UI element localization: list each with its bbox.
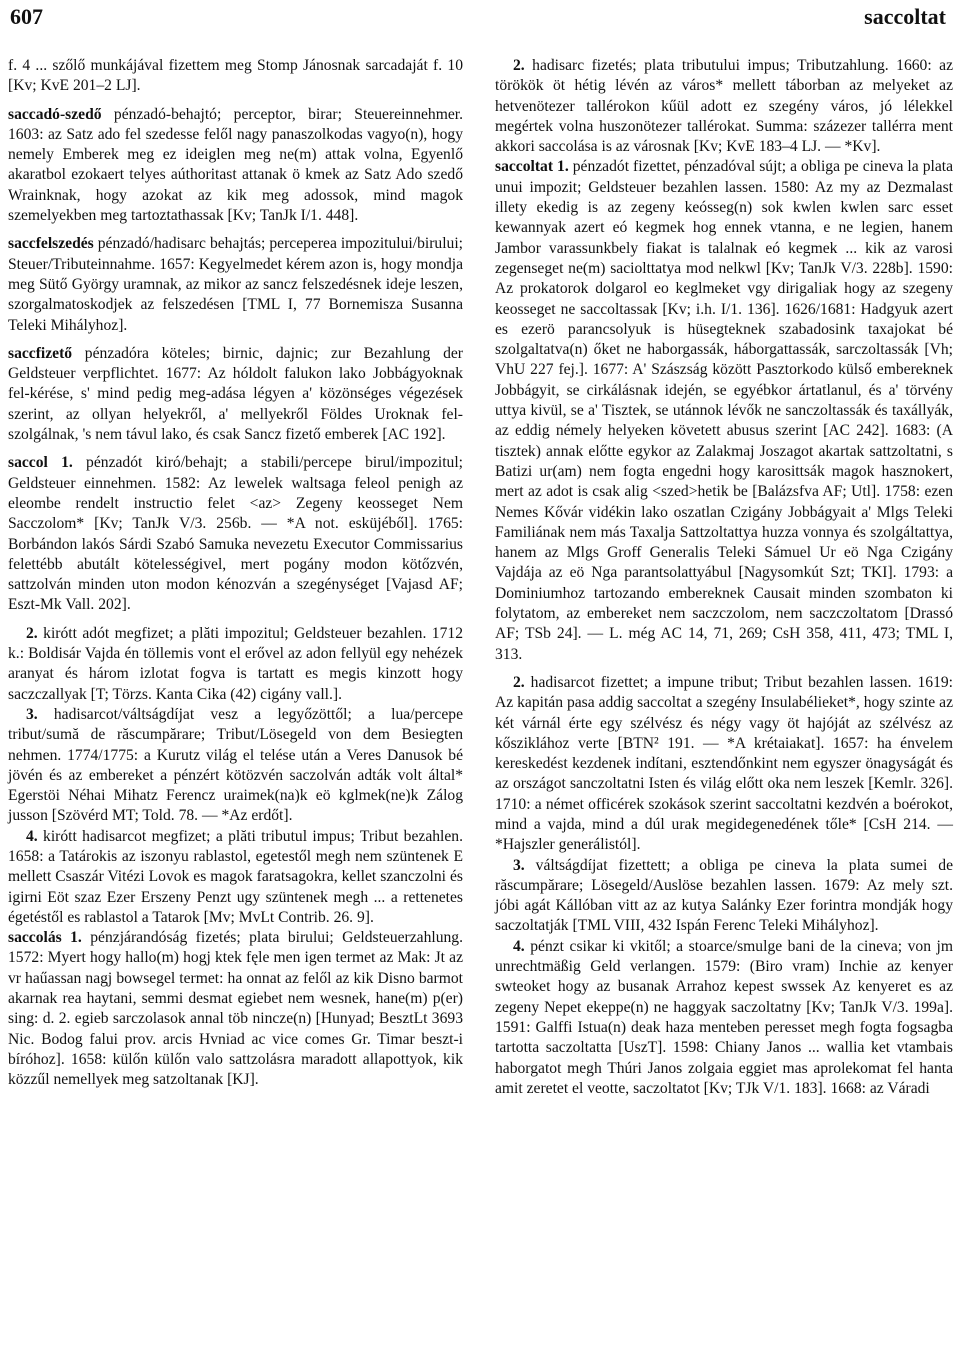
entry-headword: saccoltat 1.: [495, 158, 569, 176]
entry-text: pénzadót fizettet, pénzadóval sújt; a obliga pe cineva la plata unui impozit; Geldsteuer bezahlen lassen. 1580: Az my az Dezmalast illety ekedig is az zegeny keósseg(n) sok kwlen kwlen sarc esset kewannyak azert eó kegmek hog ennek vtanna, e ne legien, hanem Jambor varassunkbely fiakat is talalnak eó kegmek ... kik az varosi zegenseget ne(m) saciolttatya mod nelkwl [Kv; TanJk V/3. 228b]. 1590: Az prokatorok dolgarol eo keglmeket vgy dirigaliak hogy az szegeny keosseget ne saccoltassak [Kv; i.h. I/1. 136]. 1626/1681: Hadgyuk azert es ezerö parancsolyuk is hüsegteknek szabadosink taxajokat bé szolgaltatva(n) őket ne haborgassák, háborgattassák, sarczoltassák [Vh; VhU 227 fej.]. 1677: A' Szászság között Pasztorkodo külső embereknek Jobbágyit, se cirkálásnak idején, se egyébkor ártatlanul, és a' törvény uttya kivül, se a' Tisztek, se utánnok lévők ne sanczoltassák és taxállyák, az eddig némely helyeken követett abusus szerint [AC 242]. 1683: (A tisztek) annak előtte egykor az Zalakmaj Joszagot akartak sattzoltatni, s Batizi ur(am) nem fogta engedni hogy karosittsák magok hasznokert, mert az adot is csak alig <szed>hetik be [Balázsfva AF; Utl]. 1758: ezen Nemes Kővár vidékin lako oszatlan Czigány Jobbágyait a' Mlgs Teleki Familiának nem más Taxalja Sattzoltattya huzza vonnya és szolgáltattya, hanem az Mlgs Groff Generalis Teleki Sámuel Ur eö Nga Czigány Vajdája az eö Nga parantsolattyábul [Nagysomkút Szt; TKI]. 1793: a Dominiumhoz tartozando embereknek Causait minden szombaton ki folytatom, az embereket nem saczczolom, nem saczczoltatom [Drassó AF; TSb 24]. — L. még AC 14, 71, 269; CsH 358, 411, 473; TML I, 313.: [495, 158, 953, 663]
page-header: [10, 4, 946, 32]
sense-number: 3.: [513, 856, 525, 874]
entry-text: pénzt csikar ki vkitől; a stoarce/smulge bani de la cineva; von jm unrechtmäßig Geld verlangen. 1579: (Biro vram) Inchie az kenyer swteoket hogy az busanak Arrahoz kepest swssek Az kenyeret es az zegeny Nepet ekeppe(n) ne haggyak saczoltatny [Kv; TanJk V/3. 199a]. 1591: Galffi Istua(n) deak haza menteben peresset megh fogta fogsagba tartotta saczoltatta [UszT]. 1598: Chiany Janos ... wallia ket vtambais haborgatot megh Thúri Janos zolgaia eggiet mas aprolekomat fel hanta amit zeretet el veotte, saczoltatot [Kv; TJk V/1. 183]. 1668: az Váradi: [495, 937, 953, 1097]
entry-text: hadisarc fizetés; plata tributului impus; Tributzahlung. 1660: az törökök öt hétig lévén az város* mellett táborban az melyeket az hetvenötezer tallérokon kűül adott ez szegény város, jó lélekkel megértek volna huszonötezer tallérokat. Summa: százezer tallérra ment akkori saccolása is az városnak [Kv; KvE 183–4 LJ. — *Kv].: [495, 57, 953, 156]
entry-text: kirótt adót megfizet; a plăti impozitul; Geldsteuer bezahlen. 1712 k.: Boldisár Vajda én töllemis vont el erővel az adon fellyül egy nehézek aranyat és három izlotat fogva is tartatt es megis kinzott hogy saczczallyak [T; Törzs. Kanta Cika (42) cigány vall.].: [8, 624, 463, 703]
entry-text: pénzadó/hadisarc behajtás; perceperea impozitului/birului; Steuer/Tributeinnahme. 1657: Kegyelmedet kérem azon is, hogy mondja meg Sütő György uramnak, az mikor az sancz felszedésnek ideje leszen, szorgalmatoskodjek az felszedésen [TML I, 77 Bornemisza Susanna Teleki Mihályhoz].: [8, 235, 463, 334]
sense-number: 4.: [513, 937, 525, 955]
entry-text: váltságdíjat fizettett; a obliga pe cineva la plata sumei de răscumpărare; Lösegeld/Auslöse bezahlen lassen. 1679: Az mely szt. jóbi agát Kállóban vitt az az kutya Salánky Ezer forintra mondják hogy saczoltatják [TML VIII, 432 Ispán Ferenc Teleki Mihályhoz].: [495, 856, 953, 935]
entry-text: hadisarcot fizettet; a impune tribut; Tribut bezahlen lassen. 1619: Az kapitán pasa addig saccoltat a szegény Insulabélieket*, hogy szinte az két várnál érte egy szélvész és négy vagy öt hajóját az szélvész az kősziklához verte [BTN² 191. — *A krétaiakat]. 1657: ha énvelem kereskedést kezdenek indítani, esztendőnkint nem egyszer önagyságát és az országot sanczoltatni Isten és világ előtt oka nem leszek [Kemlr. 326]. 1710: a német officérek szokások szerint saccoltatni kezdvén a boérokot, mind a vajda, mind a dúl urak megidegenedének tőle* [CsH 214. — *Hajszler generálistól].: [495, 673, 953, 854]
entry-text: pénzadóra köteles; birnic, dajnic; zur Bezahlung der Geldsteuer verpflichtet. 1677: Az hóldolt falukon lako Jobbágyoknak fel-kérése, s' mind pedig meg-adása légyen a' közönséges végezések szerint, az ollyan helyekről, a' mellyekről Földes Uroknak fel-szolgálnak, 's nem távul lako, és csak Sancz fizető emberek [AC 192].: [8, 344, 463, 444]
sense-number: 2.: [513, 57, 525, 74]
entry-headword: saccfelszedés: [8, 235, 94, 253]
sense-number: 2.: [26, 624, 38, 642]
entry-sense: [8, 624, 463, 705]
entry-sense: [8, 827, 463, 928]
sense-number: 2.: [513, 673, 525, 691]
left-column: [8, 56, 463, 1099]
entry-text: pénzjárandóság fizetés; plata birului; Geldsteuerzahlung. 1572: Myert hogy hallo(m) hogj ktek fęle men igen termet az Mak: Jt az vr haűassan nagj bowsegel termet: ha onnat az felől az kik Disno barmot akarnak rea haytani, semmi desmat egiebet nem wesnek, hane(m) p(er) sing: d. 2. egieb sarczolasok annal töb nincze(n) [Hunyad; BesztLt 3693 Nic. Bodog falui prov. arcis Hvniad ac vice comes Gr. Timar beszt-i bíróhoz]. 1658: külőn külőn valo sattzolásra maradott allapottyok, kik közzűl nemellyek meg satzoltanak [KJ].: [8, 929, 463, 1089]
entry-headword: saccolás 1.: [8, 929, 82, 947]
entry-sense: [495, 56, 953, 157]
running-head: saccoltat: [864, 4, 946, 29]
page-number: 607: [10, 4, 43, 29]
sense-number: 4.: [26, 827, 38, 845]
dictionary-entry: [8, 928, 463, 1090]
right-column: [495, 56, 953, 1099]
entry-headword: saccfizető: [8, 344, 73, 362]
entry-text: pénzadó-behajtó; perceptor, birar; Steuereinnehmer. 1603: az Satz ado fel szedesse felől nagy panaszolkodas vagyo(n), hogy nemely Emberek meg ez ideiglen meg ne(m) attak volna, Egyenlő akaratbol ezokaert telyes aúthoritast attanak ö kmek az Satz Ado szedő Wrainknak, hogy azokat az kik meg adossok, mind magok szemelyekben meg tartoztathassak [Kv; TanJk I/1. 448].: [8, 105, 463, 225]
entry-sense: [495, 937, 953, 1099]
entry-headword: saccadó-szedő: [8, 105, 102, 123]
entry-headword: saccol 1.: [8, 454, 73, 472]
entry-text: f. 4 ... szőlő munkájával fizettem meg Stomp Jánosnak sarcadaját f. 10 [Kv; KvE 201–2 LJ].: [8, 57, 463, 95]
dictionary-entry: [8, 344, 463, 445]
entry-text: hadisarcot/váltságdíjat vesz a legyőzöttől; a lua/percepe tribut/sumă de răscumpărare; Tribut/Lösegeld von dem Besiegten nehmen. 1774/1775: a Kurutz világ el telése után a Veres Danusok bé jövén és az embereket a pénzért kötözvén saczolván adták volt által* Egerstöi Néhai Mihatz Ferencz uraimek(na)k eö kglmek(ne)k Zálog jusson [Szövérd MT; Told. 78. — *Az erdőt].: [8, 705, 463, 825]
entry-sense: [8, 705, 463, 827]
dictionary-entry: [495, 157, 953, 664]
entry-sense: [495, 673, 953, 856]
dictionary-entry: [8, 234, 463, 335]
entry-text: kirótt hadisarcot megfizet; a plăti tributul impus; Tribut bezahlen. 1658: a Tatárokis az iszonyu rablastol, egetestől megh nem szüntenek E mellett Csaszár Vitézi Lovok es magok faratsagokra, kellet szanczolni és igirni Eöt szaz Ezer Erszeny Penzt ugy szüntenek megh ... a rettenetes égetéstől es rablastol a Tatarok [Mv; MvLt Contrib. 26. 9].: [8, 827, 463, 926]
entry-continuation: [8, 56, 463, 97]
entry-text: pénzadót kiró/behajt; a stabili/percepe birul/impozitul; Geldsteuer einnehmen. 1582: Az lewelek waltsaga feleol penigh az eleombe rendelt instructio felet <az> Zegeny keosseget Nem Sacczolom* [Kv; TanJk V/3. 256b. — *A not. esküjéből]. 1765: Borbándon lakós Sárdi Szabó Samuka nevezetu Executor Commissarius felettébb abutált kötelességivel, mert pogány modon kötőzvén, sattzolván minden uton modon kénozván a szegénységet [Vajasd AF; Eszt-Mk Vall. 202].: [8, 454, 463, 614]
sense-number: 3.: [26, 705, 38, 723]
entry-sense: [495, 856, 953, 937]
dictionary-entry: [8, 453, 463, 615]
dictionary-entry: [8, 105, 463, 227]
